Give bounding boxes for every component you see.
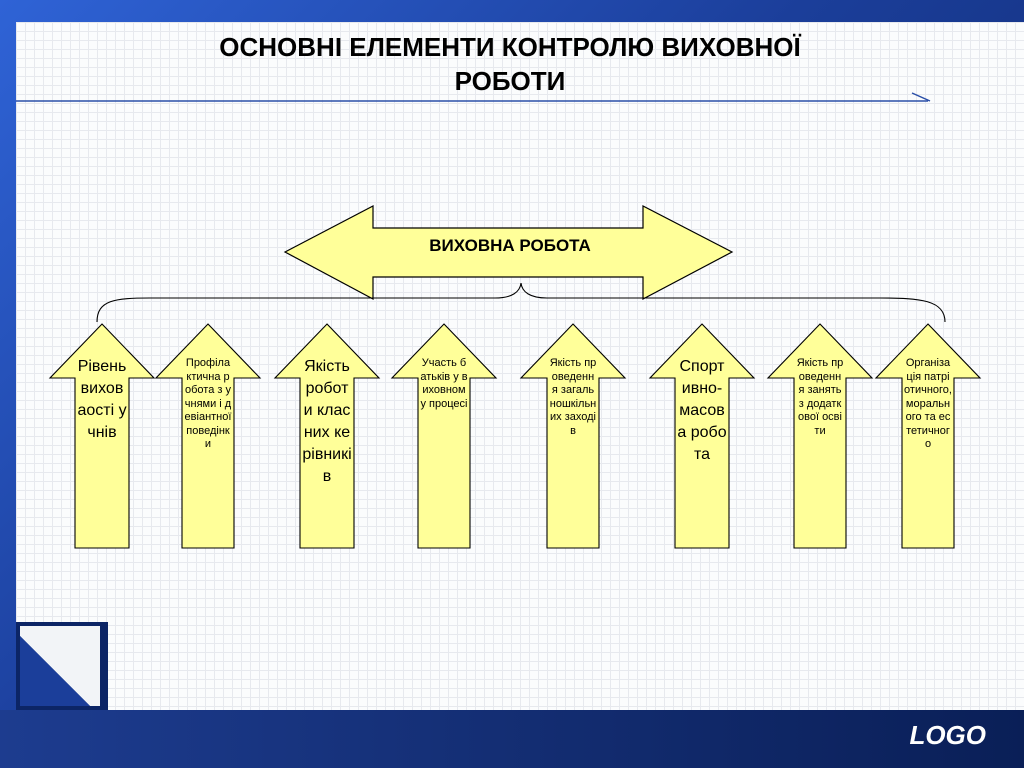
element-arrow-label-5: Якість проведення загальношкільних заходів [549, 357, 597, 437]
grouping-brace [97, 283, 945, 322]
element-arrow-label-1: Рівень виховаості учнів [77, 358, 127, 441]
element-arrow-label-4: Участь батьків у виховному процесі [420, 357, 468, 410]
logo-text: LOGO [909, 720, 986, 750]
element-arrow-label-6: Спортивно-масова робота [677, 358, 727, 463]
slide-title: ОСНОВНІ ЕЛЕМЕНТИ КОНТРОЛЮ ВИХОВНОЇ РОБОТИ [219, 32, 801, 96]
element-arrow-label-2: Профілактична робота з учнями і девіантної поведінки [184, 357, 232, 450]
main-arrow-label: ВИХОВНА РОБОТА [429, 236, 591, 255]
element-arrow-label-8: Організація патріотичного, морального та естетичного [904, 357, 952, 450]
element-arrow-label-7: Якість проведення занять з додаткової освіти [796, 357, 844, 437]
element-arrow-label-3: Якість роботи класних керівників [302, 358, 352, 485]
